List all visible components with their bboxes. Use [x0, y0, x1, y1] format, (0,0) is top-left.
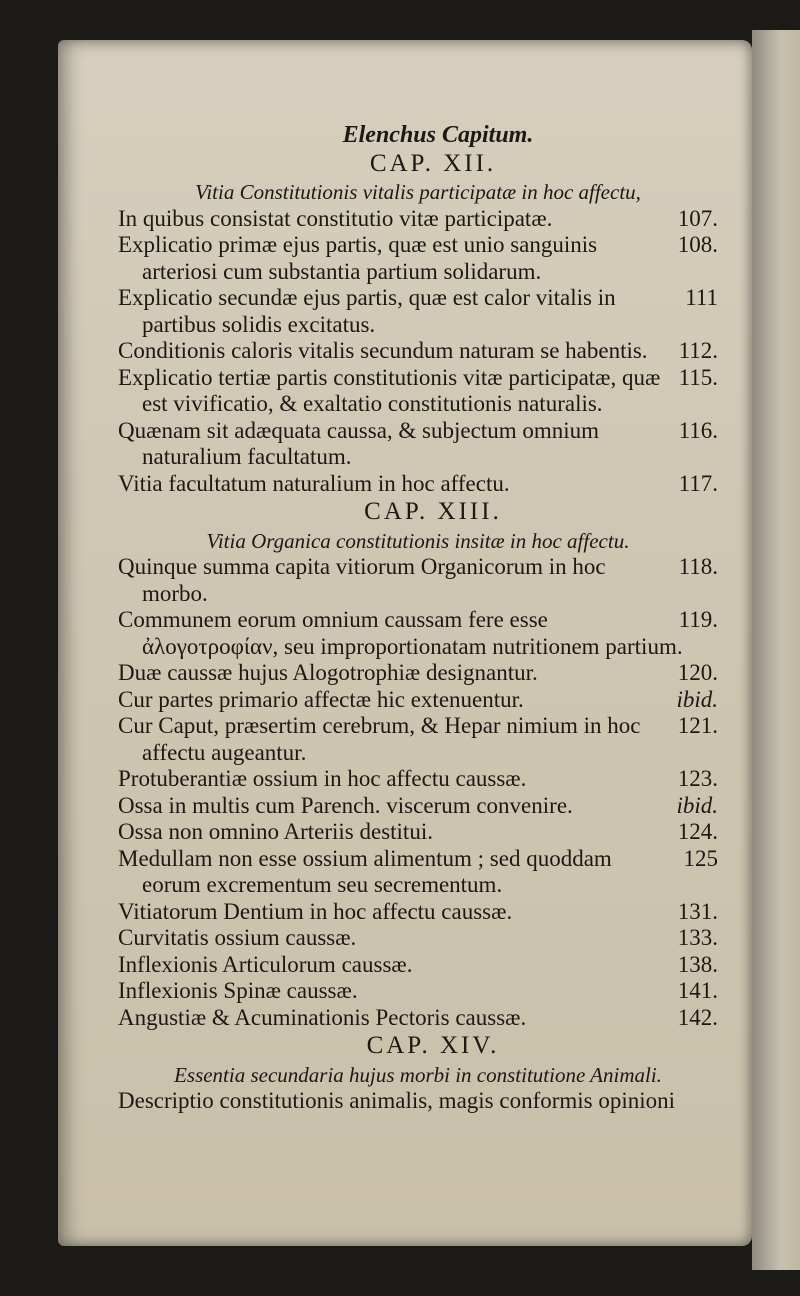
page-number: ibid.: [676, 792, 718, 818]
page-number: 123.: [677, 766, 718, 791]
page-number: 119.: [678, 607, 718, 632]
contents-entry: [118, 819, 718, 846]
contents-entry: [118, 899, 718, 926]
running-head: Elenchus Capitum.: [342, 122, 534, 148]
contents-entry: [118, 471, 718, 498]
chapters: [118, 151, 718, 1115]
page-number: 108.: [677, 232, 718, 257]
contents-entry: [118, 766, 718, 793]
chapter-block: [118, 499, 718, 1031]
chapter-heading: CAP. XIII.: [364, 498, 502, 525]
contents-entry: [118, 232, 718, 285]
entry-text: In quibus consistat constitutio vitæ participatæ.: [118, 205, 553, 231]
chapter-heading: CAP. XII.: [369, 149, 497, 177]
facing-page-edge: [752, 30, 800, 1270]
chapter-block: [118, 1033, 718, 1115]
page-number: 118.: [678, 554, 718, 579]
contents-entry: [118, 418, 718, 471]
page-number: 141.: [677, 978, 718, 1003]
page-number: ibid.: [676, 686, 718, 712]
contents-entry: [118, 660, 718, 687]
page-number: 124.: [677, 819, 718, 844]
chapter-subtitle: Vitia Constitutionis vitalis participatæ in hoc affectu,: [195, 180, 641, 204]
entry-text: Conditionis caloris vitalis secundum naturam se habentis.: [118, 338, 648, 363]
entry-text: Inflexionis Spinæ caussæ.: [118, 978, 358, 1003]
entry-text: Vitia facultatum naturalium in hoc affectu.: [118, 470, 510, 496]
page-number: 112.: [678, 338, 718, 363]
contents-entry: [118, 365, 718, 418]
entry-text: Explicatio tertiæ partis constitutionis vitæ participatæ, quæ est vivificatio, & exaltatio constitutionis naturalis.: [118, 364, 661, 416]
contents-entry: [118, 952, 718, 979]
contents-entry: [118, 1005, 718, 1032]
page-text: [118, 122, 718, 1115]
entry-text: Vitiatorum Dentium in hoc affectu caussæ.: [118, 898, 513, 924]
entry-text: Ossa in multis cum Parench. viscerum convenire.: [118, 792, 573, 818]
contents-entry: [118, 687, 718, 714]
page-number: 125: [683, 845, 718, 871]
contents-entry: [118, 846, 718, 899]
page-number: 111: [685, 285, 718, 310]
entry-text: Protuberantiæ ossium in hoc affectu caussæ.: [118, 766, 527, 791]
page-number: 121.: [677, 713, 718, 738]
page-number: 142.: [677, 1004, 718, 1030]
entry-text: Quinque summa capita vitiorum Organicorum in hoc morbo.: [118, 554, 606, 606]
entry-text: Explicatio secundæ ejus partis, quæ est calor vitalis in partibus solidis excitatus.: [118, 285, 616, 337]
contents-entry: [118, 206, 718, 233]
contents-entry: [118, 978, 718, 1005]
contents-entry: [118, 1088, 718, 1115]
contents-entry: [118, 285, 718, 338]
entry-text: Explicatio primæ ejus partis, quæ est unio sanguinis arteriosi cum substantia partium solidarum.: [118, 232, 598, 284]
entry-text: Angustiæ & Acuminationis Pectoris caussæ.: [118, 1004, 527, 1030]
entry-text: Quænam sit adæquata caussa, & subjectum omnium naturalium facultatum.: [118, 417, 600, 469]
chapter-subtitle: Vitia Organica constitutionis insitæ in hoc affectu.: [206, 528, 630, 553]
page-number: 138.: [677, 951, 718, 977]
contents-entry: [118, 713, 718, 766]
page-number: 116.: [678, 417, 718, 443]
entry-text: Duæ caussæ hujus Alogotrophiæ designantur.: [118, 660, 538, 685]
page-number: 131.: [677, 898, 718, 924]
page-number: 115.: [678, 364, 718, 390]
chapter-block: [118, 151, 718, 498]
entry-text: Communem eorum omnium caussam fere esse ἀλογοτροφίαν, seu improportionatam nutritionem partium.: [118, 607, 683, 659]
contents-entry: [118, 607, 718, 660]
contents-entry: [118, 793, 718, 820]
chapter-heading: CAP. XIV.: [366, 1032, 500, 1059]
contents-entry: [118, 925, 718, 952]
page-number: 133.: [677, 925, 718, 950]
contents-entry: [118, 338, 718, 365]
entry-text: Descriptio constitutionis animalis, magis conformis opinioni: [118, 1088, 676, 1113]
chapter-subtitle: Essentia secundaria hujus morbi in constitutione Animali.: [174, 1062, 662, 1087]
entry-text: Ossa non omnino Arteriis destitui.: [118, 819, 433, 844]
contents-entry: [118, 554, 718, 607]
entry-text: Medullam non esse ossium alimentum ; sed quoddam eorum excrementum seu secrementum.: [118, 845, 612, 897]
entry-text: Curvitatis ossium caussæ.: [118, 925, 357, 950]
page-number: 120.: [677, 660, 718, 685]
page-number: 117.: [678, 470, 718, 496]
page-number: 107.: [677, 205, 718, 231]
entry-text: Cur partes primario affectæ hic extenuentur.: [118, 686, 524, 712]
entry-text: Inflexionis Articulorum caussæ.: [118, 951, 413, 977]
entry-text: Cur Caput, præsertim cerebrum, & Hepar nimium in hoc affectu augeantur.: [118, 713, 641, 765]
